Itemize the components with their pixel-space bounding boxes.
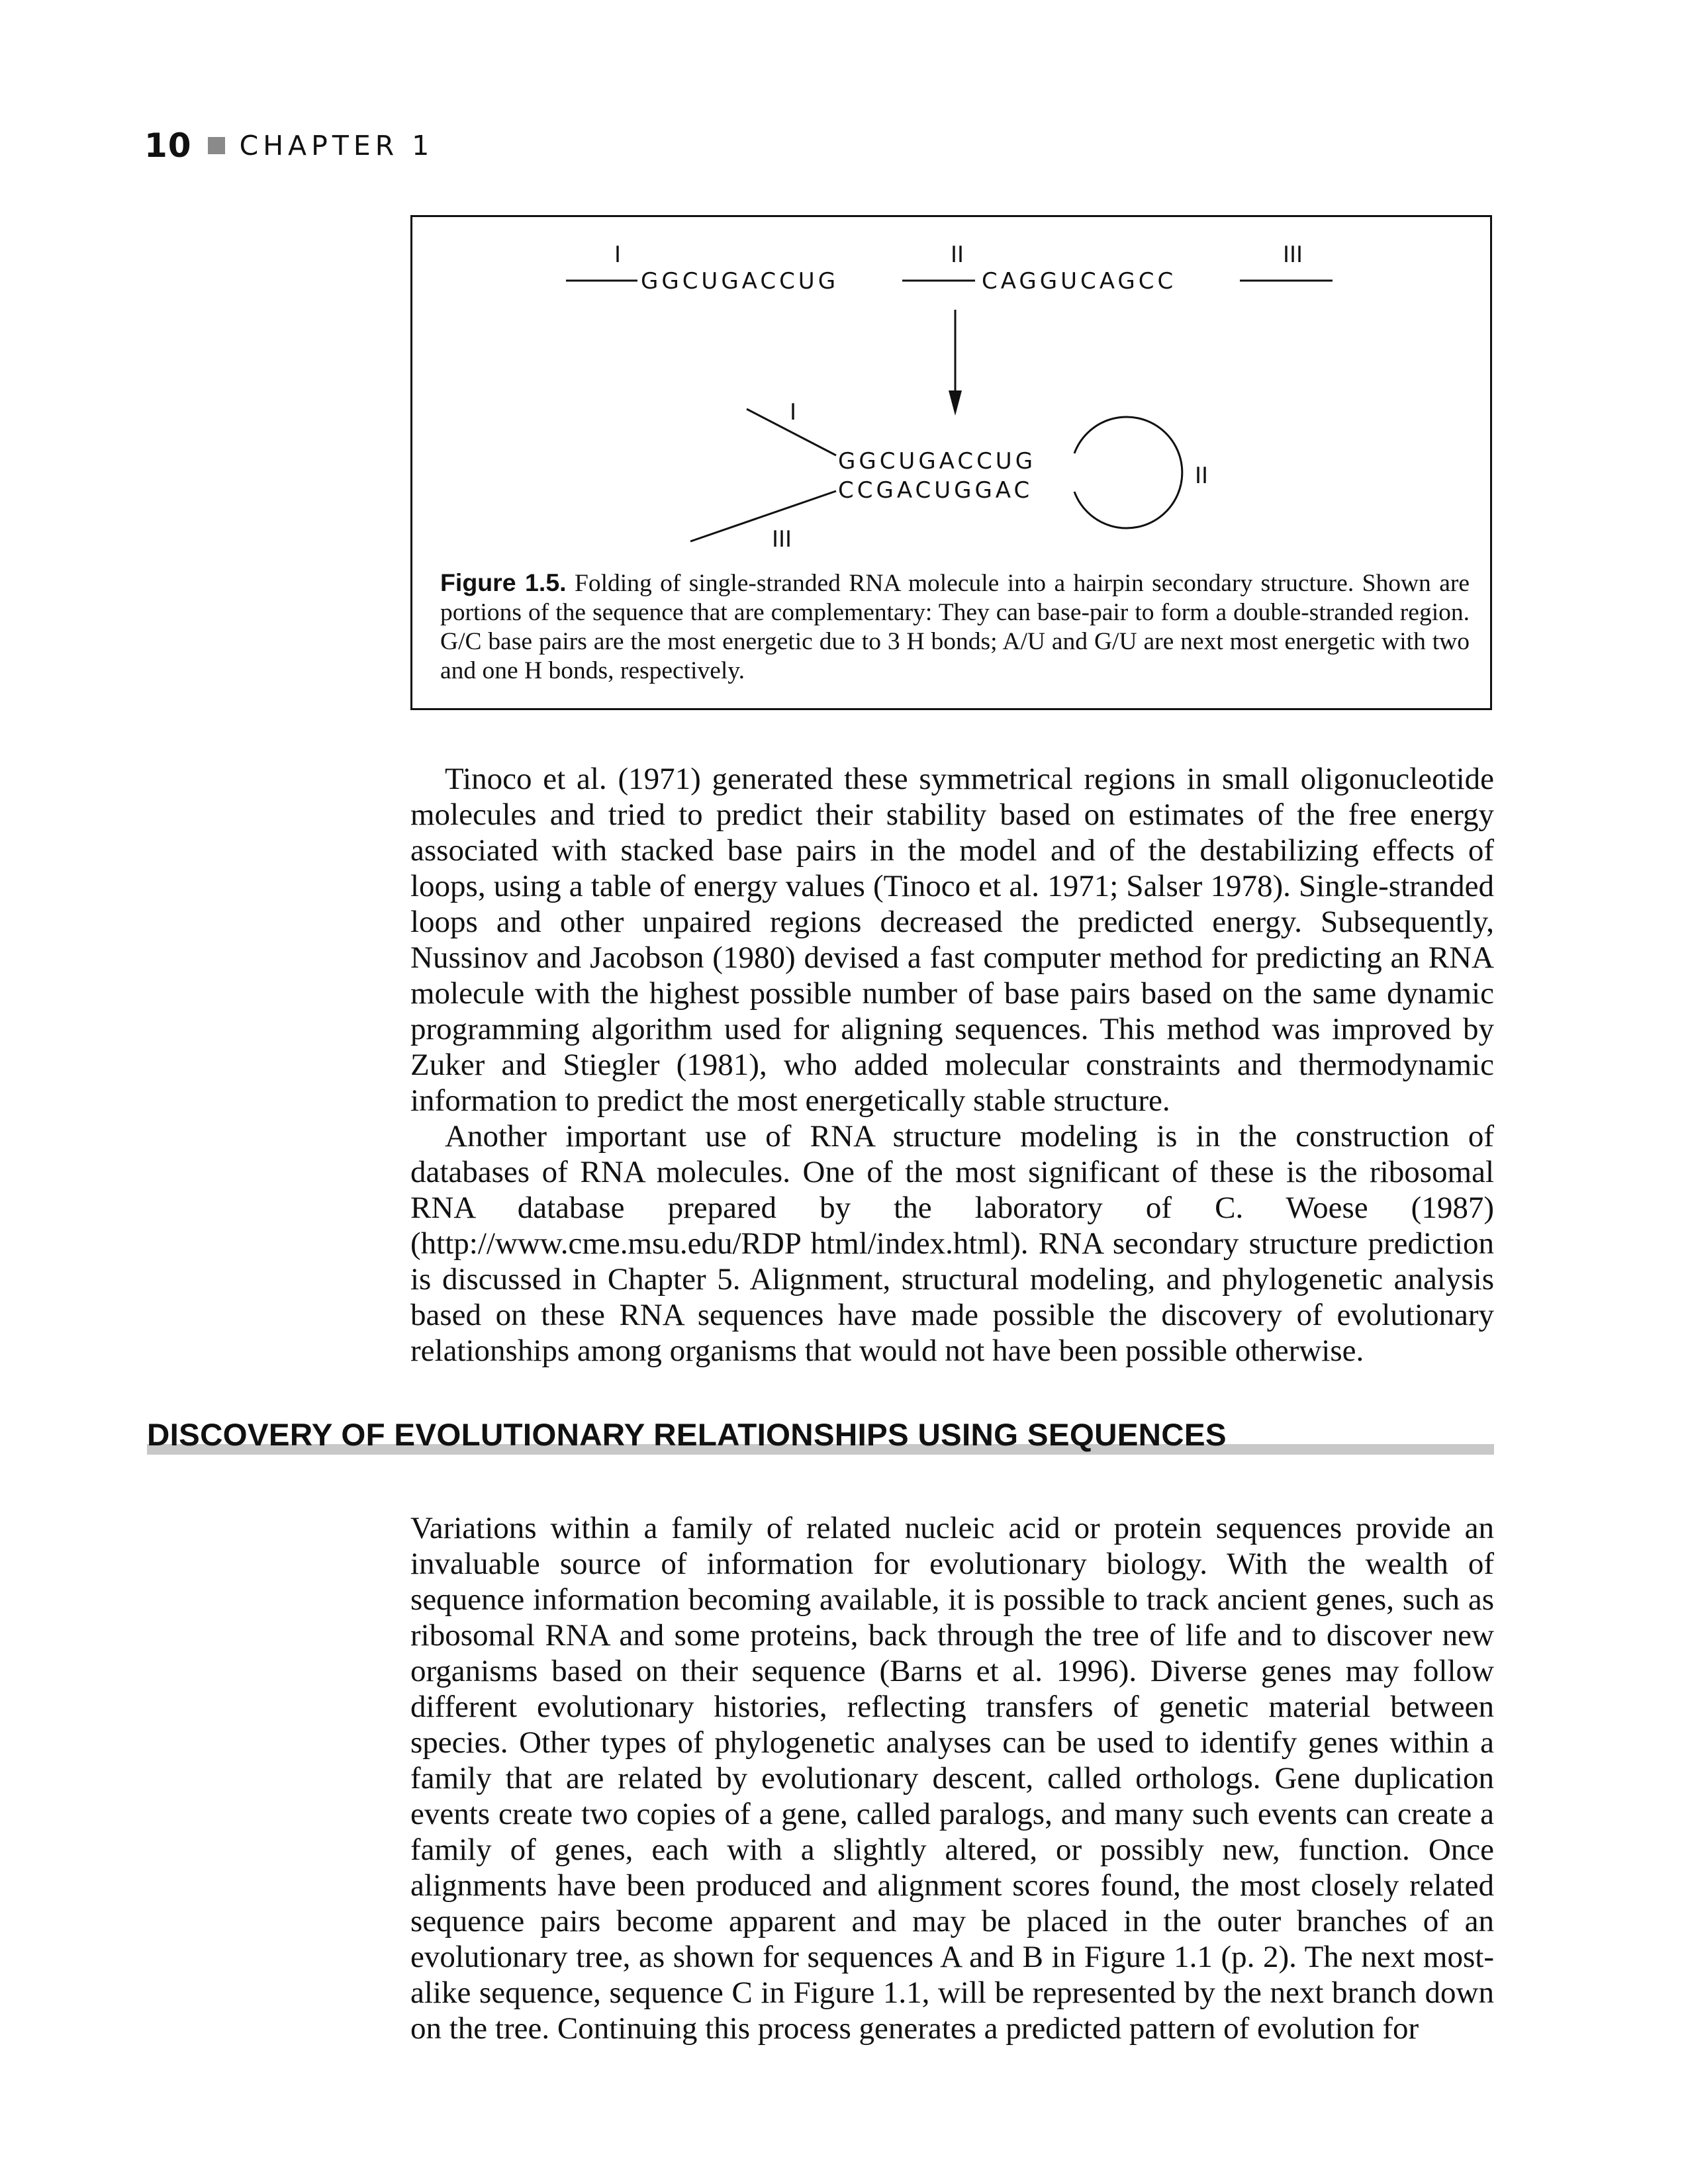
paragraph-variations: Variations within a family of related nucleic acid or protein sequences provide an invaluable source of information for evolutionary biology. With the wealth of sequence information becoming available, it is possible to track ancient genes, such as ribosomal RNA and some proteins, back through the tree of life and to discover new organisms based on their sequence (Barns et al. 1996). Diverse genes may follow different evolutionary histories, reflecting transfers of genetic material between species. Other types of phylogenetic analyses can be used to identify genes within a family that are related by evolutionary descent, called orthologs. Gene duplication events create two copies of a gene, called paralogs, and many such events can create a family of genes, each with a slightly altered, or possibly new, function. Once alignments have been produced and alignment scores found, the most closely related sequence pairs become apparent and may be placed in the outer branches of an evolutionary tree, as shown for sequences A and B in Figure 1.1 (p. 2). The next most-alike sequence, sequence C in Figure 1.1, will be represented by the next branch down on the tree. Continuing this process generates a predicted pattern of evolution for (410, 1511, 1494, 2046)
figure-caption (440, 568, 1470, 686)
hairpin-loop (1074, 417, 1182, 528)
top-strand-left-sequence: GGCUGACCUG (641, 268, 839, 295)
region-label-II-top: II (950, 242, 964, 268)
hairpin-arm-III (690, 491, 836, 541)
figure-1-5 (410, 215, 1492, 710)
body-text-upper (410, 761, 1494, 1369)
region-label-II-loop: II (1194, 463, 1209, 489)
section-title: DISCOVERY OF EVOLUTIONARY RELATIONSHIPS USING SEQUENCES (147, 1418, 1227, 1453)
running-head (144, 126, 434, 165)
region-label-I-top: I (614, 242, 622, 268)
caption-text: Folding of single-stranded RNA molecule into a hairpin secondary structure. Shown are portions of the sequence that are complementary: They can base-pair to form a double-stranded region. G/C base pairs are the most energetic due to 3 H bonds; A/U and G/U are next most energetic with two and one H bonds, respectively. (440, 570, 1470, 684)
region-label-III-top: III (1282, 242, 1303, 268)
section-heading (147, 1416, 1494, 1457)
paragraph-rna-databases: Another important use of RNA structure modeling is in the construction of databases of RNA molecules. One of the most significant of these is the ribosomal RNA database prepared by the laboratory of C. Woese (1987) (http://www.cme.msu.edu/RDP html/index.html). RNA secondary structure prediction is discussed in Chapter 5. Alignment, structural modeling, and phylogenetic analysis based on these RNA sequences have made possible the discovery of evolutionary relationships among organisms that would not have been possible otherwise. (410, 1119, 1494, 1368)
caption-label: Figure 1.5. (440, 569, 567, 596)
paragraph-tinoco: Tinoco et al. (1971) generated these symmetrical regions in small oligonucleotide molecules and tried to predict their stability based on estimates of the free energy associated with stacked base pairs in the model and of the destabilizing effects of loops, using a table of energy values (Tinoco et al. 1971; Salser 1978). Single-stranded loops and other unpaired regions decreased the predicted energy. Subsequently, Nussinov and Jacobson (1980) devised a fast computer method for predicting an RNA molecule with the highest possible number of base pairs based on the same dynamic programming algorithm used for aligning sequences. This method was improved by Zuker and Stiegler (1981), who added molecular constraints and thermodynamic information to predict the most energetically stable structure. (410, 762, 1494, 1118)
down-arrow-icon (949, 390, 962, 416)
hairpin-bottom-sequence: CCGACUGGAC (838, 477, 1033, 504)
square-bullet-icon (208, 137, 225, 154)
region-label-III-hairpin: III (771, 526, 792, 553)
top-strand-right-sequence: CAGGUCAGCC (982, 268, 1177, 295)
page-number: 10 (144, 126, 192, 165)
chapter-label: CHAPTER 1 (239, 130, 434, 161)
body-text-section (410, 1510, 1494, 2046)
hairpin-top-sequence: GGCUGACCUG (838, 448, 1037, 475)
region-label-I-hairpin: I (789, 399, 797, 426)
